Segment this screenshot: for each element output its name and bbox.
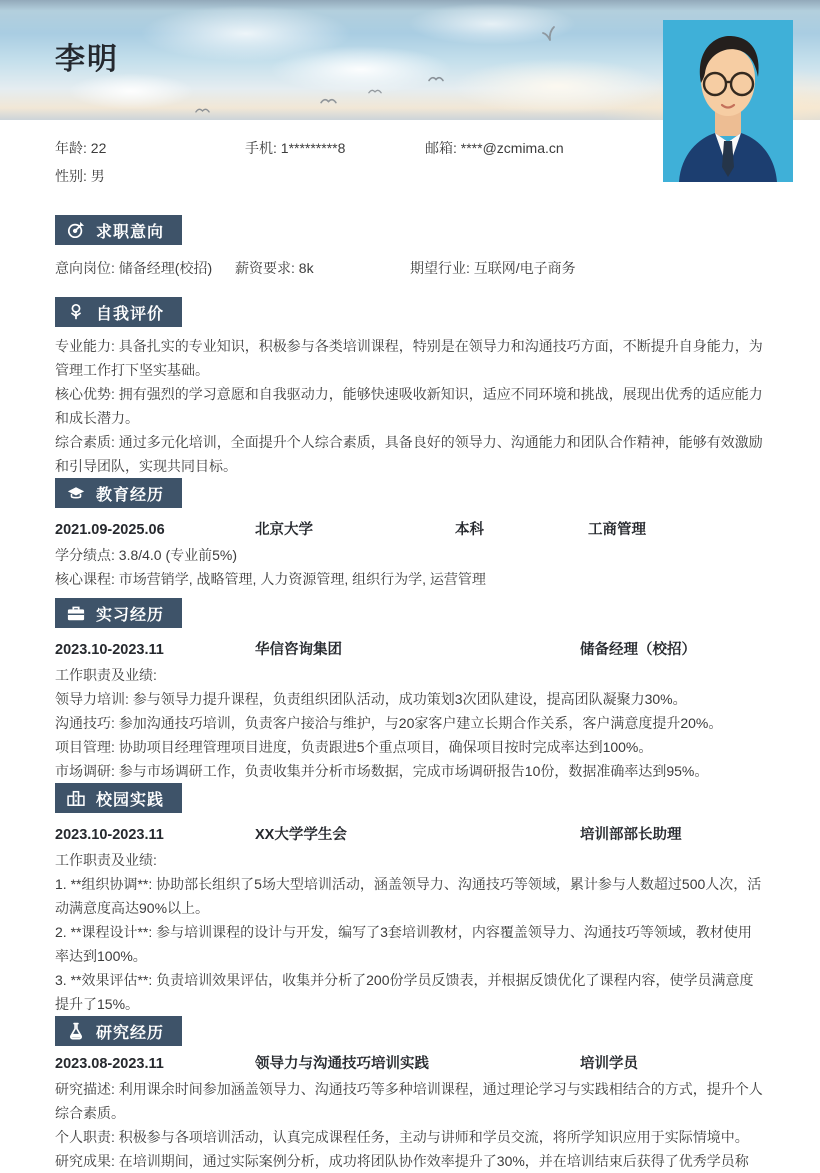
education-row [55, 518, 765, 542]
internship-role: 储备经理（校招） [580, 642, 696, 658]
section-header-education [55, 478, 182, 508]
internship-details [55, 663, 765, 783]
eval-line: 综合素质: 通过多元化培训，全面提升个人综合素质，具备良好的领导力、沟通能力和团队合作精神，能够有效激励和引导团队，实现共同目标。 [55, 434, 763, 474]
contact-email: 邮箱: ****@zcmima.cn [425, 140, 564, 156]
internship-row [55, 638, 765, 662]
education-major: 工商管理 [588, 522, 646, 538]
campus-organization: XX大学学生会 [255, 827, 347, 843]
section-title: 求职意向 [96, 223, 165, 241]
research-details [55, 1077, 765, 1173]
campus-date: 2023.10-2023.11 [55, 827, 164, 843]
education-gpa: 学分绩点: 3.8/4.0 (专业前5%) [55, 547, 238, 563]
bird-icon [540, 26, 560, 47]
campus-line: 3. **效果评估**: 负责培训效果评估，收集并分析了200份学员反馈表，并根据反馈优化了课程内容，使学员满意度提升了15%。 [55, 972, 754, 1012]
graduation-cap-icon [67, 484, 85, 502]
research-line: 研究描述: 利用课余时间参加涵盖领导力、沟通技巧等多种培训课程，通过理论学习与实践相结合的方式，提升个人综合素质。 [55, 1081, 763, 1121]
contact-phone: 手机: 1*********8 [245, 140, 346, 156]
bird-icon [320, 92, 337, 110]
education-courses: 核心课程: 市场营销学, 战略管理, 人力资源管理, 组织行为学, 运营管理 [55, 571, 486, 587]
education-details [55, 543, 765, 591]
internship-line: 项目管理: 协助项目经理管理项目进度，负责跟进5个重点项目，确保项目按时完成率达到100%。 [55, 739, 653, 755]
section-header-job-intent [55, 215, 182, 245]
section-header-internship [55, 598, 182, 628]
research-line: 个人职责: 积极参与各项培训活动，认真完成课程任务，主动与讲师和学员交流，将所学知识应用于实际情境中。 [55, 1129, 749, 1145]
research-role: 培训学员 [580, 1056, 638, 1072]
bird-icon [195, 101, 210, 119]
intent-industry: 期望行业: 互联网/电子商务 [410, 260, 576, 276]
bird-icon [428, 70, 444, 88]
flower-icon [67, 303, 85, 321]
contact-gender: 性别: 男 [55, 168, 105, 184]
internship-line: 沟通技巧: 参加沟通技巧培训，负责客户接洽与维护，与20家客户建立长期合作关系，客户满意度提升20%。 [55, 715, 723, 731]
section-title: 自我评价 [96, 305, 165, 323]
self-evaluation-text [55, 334, 765, 478]
research-row [55, 1052, 765, 1076]
education-school: 北京大学 [255, 522, 313, 538]
section-title: 研究经历 [96, 1024, 165, 1042]
section-title: 校园实践 [96, 791, 165, 809]
research-project: 领导力与沟通技巧培训实践 [255, 1056, 429, 1072]
internship-line: 市场调研: 参与市场调研工作，负责收集并分析市场数据，完成市场调研报告10份，数据准确率达到95%。 [55, 763, 709, 779]
campus-heading: 工作职责及业绩: [55, 852, 157, 868]
profile-photo [663, 20, 793, 182]
research-line: 研究成果: 在培训期间，通过实际案例分析，成功将团队协作效率提升了30%，并在培训结束后获得了优秀学员称 [55, 1153, 749, 1169]
section-header-research [55, 1016, 182, 1046]
internship-company: 华信咨询集团 [255, 642, 342, 658]
job-intent-row [55, 257, 765, 279]
internship-line: 领导力培训: 参与领导力提升课程，负责组织团队活动，成功策划3次团队建设，提高团队凝聚力30%。 [55, 691, 687, 707]
target-icon [67, 221, 85, 239]
bird-icon [368, 82, 382, 100]
research-date: 2023.08-2023.11 [55, 1056, 164, 1072]
intent-salary: 薪资要求: 8k [235, 260, 314, 276]
intent-position: 意向岗位: 储备经理(校招) [55, 260, 213, 276]
eval-line: 核心优势: 拥有强烈的学习意愿和自我驱动力，能够快速吸收新知识，适应不同环境和挑战，展现出优秀的适应能力和成长潜力。 [55, 386, 763, 426]
campus-row [55, 823, 765, 847]
briefcase-icon [67, 604, 85, 622]
section-title: 实习经历 [96, 606, 165, 624]
section-header-campus-practice [55, 783, 182, 813]
education-date: 2021.09-2025.06 [55, 522, 165, 538]
section-header-self-evaluation [55, 297, 182, 327]
campus-role: 培训部部长助理 [580, 827, 682, 843]
school-building-icon [67, 789, 85, 807]
candidate-name: 李明 [55, 43, 119, 76]
campus-details [55, 848, 765, 1016]
education-degree: 本科 [455, 522, 484, 538]
flask-icon [67, 1022, 85, 1040]
eval-line: 专业能力: 具备扎实的专业知识，积极参与各类培训课程，特别是在领导力和沟通技巧方面，不断提升自身能力，为管理工作打下坚实基础。 [55, 338, 763, 378]
campus-line: 1. **组织协调**: 协助部长组织了5场大型培训活动，涵盖领导力、沟通技巧等领域，累计参与人数超过500人次，活动满意度高达90%以上。 [55, 876, 762, 916]
internship-heading: 工作职责及业绩: [55, 667, 157, 683]
campus-line: 2. **课程设计**: 参与培训课程的设计与开发，编写了3套培训教材，内容覆盖领导力、沟通技巧等领域，教材使用率达到100%。 [55, 924, 752, 964]
contact-age: 年龄: 22 [55, 140, 107, 156]
section-title: 教育经历 [96, 486, 165, 504]
internship-date: 2023.10-2023.11 [55, 642, 164, 658]
